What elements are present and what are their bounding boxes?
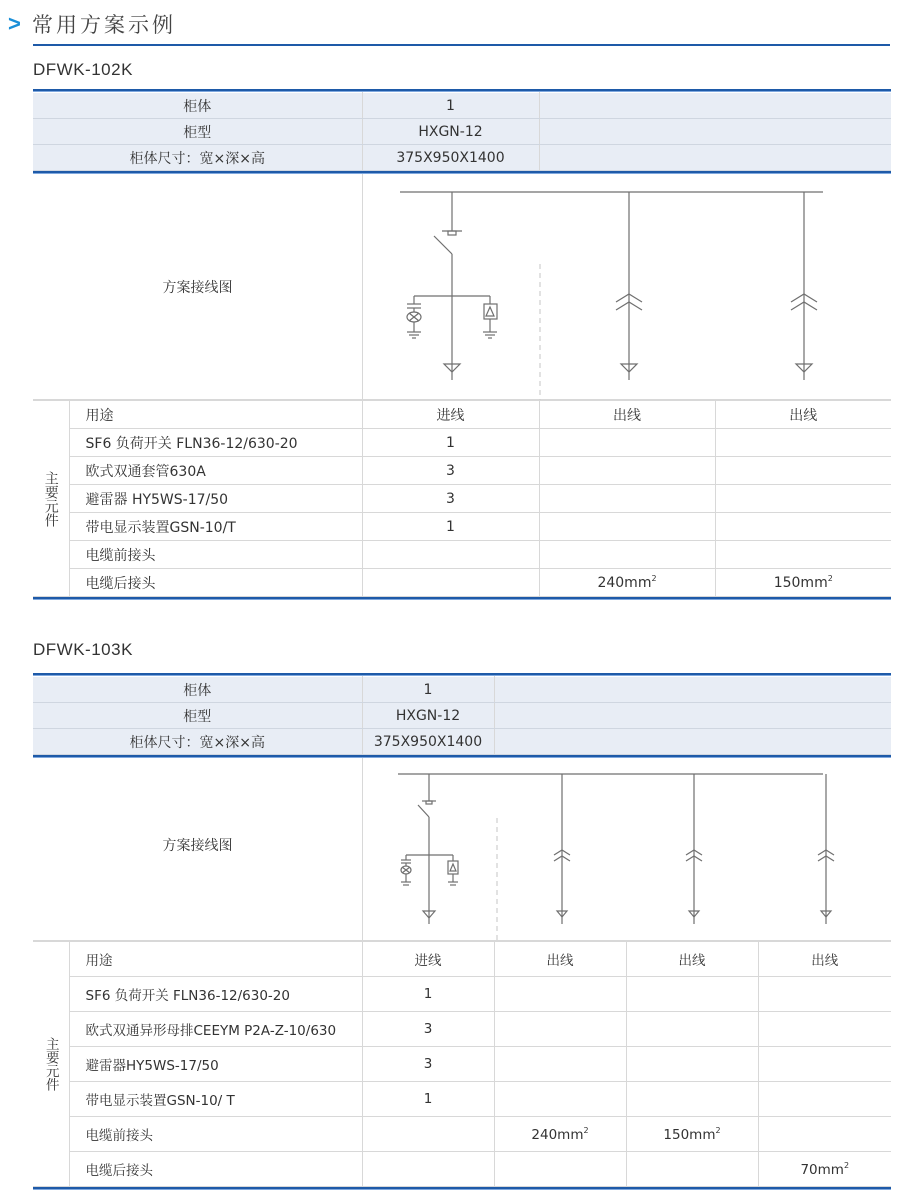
section-header	[8, 6, 176, 42]
cell	[494, 1082, 626, 1117]
cell: $150mm^2$	[626, 1117, 758, 1152]
column-header: 出线	[539, 401, 715, 429]
spec-value: 1	[362, 677, 494, 703]
cell	[494, 1012, 626, 1047]
components-table	[33, 941, 891, 1187]
diagram-row	[33, 758, 891, 941]
column-header: 出线	[758, 942, 891, 977]
column-header: 出线	[626, 942, 758, 977]
cell: 1	[362, 1082, 494, 1117]
spec-value: 375X950X1400	[362, 729, 494, 755]
column-header: 用途	[69, 401, 362, 429]
column-header: 出线	[494, 942, 626, 977]
table-row	[33, 513, 891, 541]
wiring-diagram-1	[362, 174, 891, 400]
table-row	[33, 1012, 891, 1047]
column-header: 用途	[69, 942, 362, 977]
spec-label: 柜体	[33, 93, 362, 119]
component-name: 带电显示装置GSN-10/T	[69, 513, 362, 541]
spec-value: 1	[362, 93, 539, 119]
cell	[626, 1152, 758, 1187]
components-table	[33, 400, 891, 597]
wiring-diagram-2	[362, 758, 891, 941]
component-name: 电缆前接头	[69, 1117, 362, 1152]
spec-blank	[494, 677, 891, 703]
column-header: 进线	[362, 942, 494, 977]
component-name: SF6 负荷开关 FLN36-12/630-20	[69, 977, 362, 1012]
spec-blank	[539, 119, 891, 145]
spec-table	[33, 676, 891, 755]
spec-row	[33, 119, 891, 145]
cell	[539, 513, 715, 541]
table-row	[33, 541, 891, 569]
cell: $150mm^2$	[715, 569, 891, 597]
cell	[715, 541, 891, 569]
cell: 1	[362, 513, 539, 541]
table-row	[33, 977, 891, 1012]
cell: 1	[362, 977, 494, 1012]
incoming-feeder	[401, 774, 458, 924]
spec-blank	[539, 93, 891, 119]
component-name: SF6 负荷开关 FLN36-12/630-20	[69, 429, 362, 457]
component-name: 带电显示装置GSN-10/ T	[69, 1082, 362, 1117]
column-header: 出线	[715, 401, 891, 429]
cell	[539, 485, 715, 513]
spec-label: 柜体尺寸：宽×深×高	[33, 729, 362, 755]
spec-blank	[494, 729, 891, 755]
spec-blank	[539, 145, 891, 171]
cell	[715, 485, 891, 513]
cell	[494, 1047, 626, 1082]
cell: 3	[362, 457, 539, 485]
cell	[758, 1082, 891, 1117]
model-title-2: DFWK-103K	[33, 640, 133, 659]
column-header: 进线	[362, 401, 539, 429]
spec-row	[33, 93, 891, 119]
table-row	[33, 429, 891, 457]
cell	[715, 457, 891, 485]
outgoing-feeder	[554, 774, 570, 924]
spec-value: 375X950X1400	[362, 145, 539, 171]
cell: $240mm^2$	[494, 1117, 626, 1152]
spec-label: 柜型	[33, 703, 362, 729]
spec-value: HXGN-12	[362, 119, 539, 145]
outgoing-feeder	[818, 774, 834, 924]
incoming-feeder	[407, 192, 497, 380]
component-name: 电缆后接头	[69, 1152, 362, 1187]
cell	[494, 977, 626, 1012]
cell: $70mm^2$	[758, 1152, 891, 1187]
cell	[626, 1047, 758, 1082]
spec-label: 柜体尺寸：宽×深×高	[33, 145, 362, 171]
chevron-right-icon: >	[8, 11, 21, 36]
table-row	[33, 1047, 891, 1082]
cell	[758, 1117, 891, 1152]
diagram-label: 方案接线图	[162, 837, 233, 854]
component-name: 欧式双通套管630A	[69, 457, 362, 485]
table-row	[33, 1117, 891, 1152]
load-switch-icon	[418, 805, 429, 817]
section-title: 常用方案示例	[32, 13, 176, 37]
cell	[539, 457, 715, 485]
outgoing-feeder	[616, 192, 642, 380]
cell	[758, 1047, 891, 1082]
component-name: 电缆后接头	[69, 569, 362, 597]
cell	[494, 1152, 626, 1187]
model-title-1: DFWK-102K	[33, 60, 133, 79]
cell: 3	[362, 1012, 494, 1047]
cell: 3	[362, 485, 539, 513]
cell	[758, 977, 891, 1012]
component-name: 避雷器HY5WS-17/50	[69, 1047, 362, 1082]
cell	[758, 1012, 891, 1047]
cell	[715, 429, 891, 457]
cell	[626, 1012, 758, 1047]
table-header-row	[33, 942, 891, 977]
spec-row	[33, 145, 891, 171]
diagram-label: 方案接线图	[162, 280, 233, 296]
table-bottom-rule	[33, 1187, 891, 1190]
table-row	[33, 457, 891, 485]
spec-row	[33, 677, 891, 703]
cell	[539, 429, 715, 457]
spec-blank	[494, 703, 891, 729]
cell: 1	[362, 429, 539, 457]
spec-label: 柜体	[33, 677, 362, 703]
component-name: 欧式双通异形母排CEEYM P2A-Z-10/630	[69, 1012, 362, 1047]
spec-label: 柜型	[33, 119, 362, 145]
component-name: 电缆前接头	[69, 541, 362, 569]
outgoing-feeder	[791, 192, 817, 380]
scheme-table-1	[33, 89, 891, 600]
spec-table	[33, 92, 891, 171]
cell: 3	[362, 1047, 494, 1082]
surge-arrester-icon	[484, 304, 497, 319]
load-switch-icon	[434, 236, 452, 254]
cell	[539, 541, 715, 569]
cell	[362, 1117, 494, 1152]
diagram-row	[33, 174, 891, 400]
cell	[362, 1152, 494, 1187]
cell	[626, 977, 758, 1012]
outgoing-feeder	[686, 774, 702, 924]
spec-row	[33, 729, 891, 755]
spec-row	[33, 703, 891, 729]
header-divider	[33, 44, 890, 46]
group-label: 主要元件	[33, 401, 69, 597]
scheme-table-2	[33, 673, 891, 1190]
table-row	[33, 1082, 891, 1117]
cell	[362, 541, 539, 569]
cell	[715, 513, 891, 541]
spec-value: HXGN-12	[362, 703, 494, 729]
table-header-row	[33, 401, 891, 429]
table-row	[33, 485, 891, 513]
component-name: 避雷器 HY5WS-17/50	[69, 485, 362, 513]
table-row	[33, 1152, 891, 1187]
cell: $240mm^2$	[539, 569, 715, 597]
cell	[362, 569, 539, 597]
table-row	[33, 569, 891, 597]
group-label: 主要元件	[33, 942, 69, 1187]
cell	[626, 1082, 758, 1117]
table-bottom-rule	[33, 597, 891, 600]
